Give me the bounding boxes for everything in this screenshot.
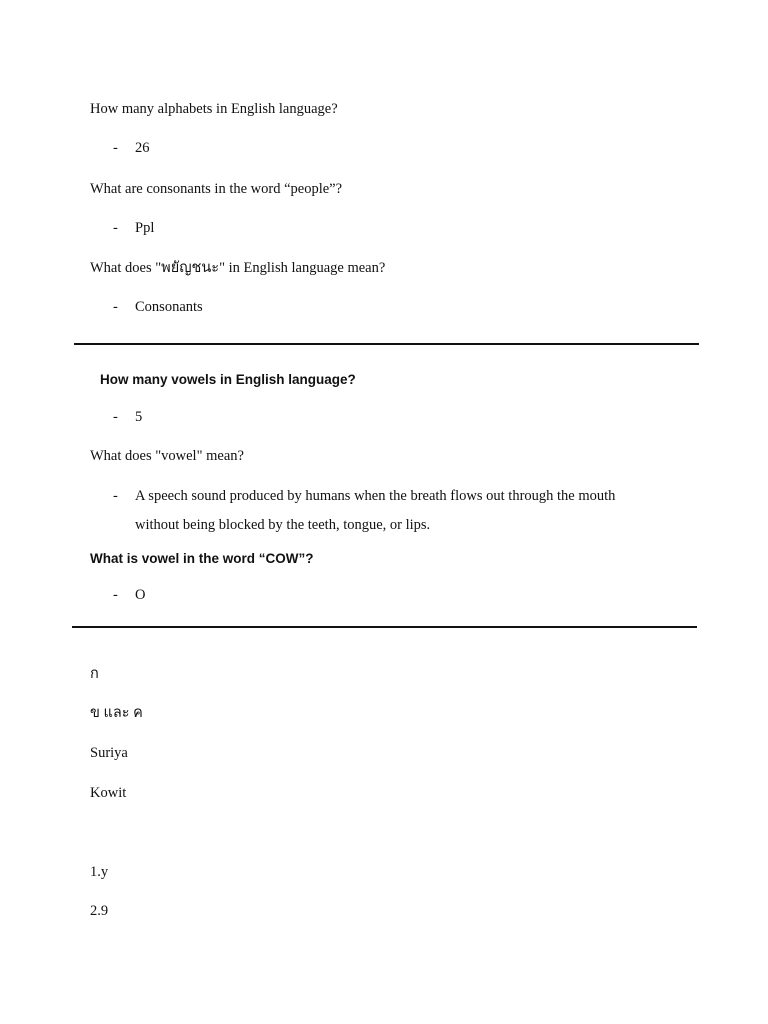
answer-bullet: -: [113, 140, 118, 156]
answer-line-6: 2.9: [90, 903, 109, 919]
question-vowel-cow: What is vowel in the word “COW”?: [90, 551, 314, 566]
answer-vowel-meaning-line1: A speech sound produced by humans when the breath flows out through the mouth: [135, 488, 616, 504]
answer-line-2: ข และ ค: [90, 705, 143, 721]
answer-vowel-count: 5: [135, 409, 143, 425]
question-thai-meaning: What does "พยัญชนะ" in English language mean?: [90, 260, 386, 276]
answer-alphabet-count: 26: [135, 140, 150, 156]
answer-line-3: Suriya: [90, 745, 128, 761]
answer-bullet: -: [113, 587, 118, 603]
answer-vowel-cow: O: [135, 587, 146, 603]
section-divider: [72, 626, 697, 628]
answer-vowel-meaning-line2: without being blocked by the teeth, tongue, or lips.: [135, 517, 431, 533]
section-divider: [74, 343, 699, 345]
question-vowel-count: How many vowels in English language?: [100, 372, 356, 387]
answer-bullet: -: [113, 409, 118, 425]
answer-line-5: 1.y: [90, 864, 109, 880]
answer-line-1: ก: [90, 666, 99, 682]
answer-line-4: Kowit: [90, 785, 127, 801]
question-vowel-meaning: What does "vowel" mean?: [90, 448, 244, 464]
question-consonants-people: What are consonants in the word “people”?: [90, 181, 343, 197]
answer-bullet: -: [113, 299, 118, 315]
answer-bullet: -: [113, 220, 118, 236]
answer-consonants-people: Ppl: [135, 220, 155, 236]
question-alphabet-count: How many alphabets in English language?: [90, 101, 338, 117]
answer-thai-meaning: Consonants: [135, 299, 203, 315]
answer-bullet: -: [113, 488, 118, 504]
